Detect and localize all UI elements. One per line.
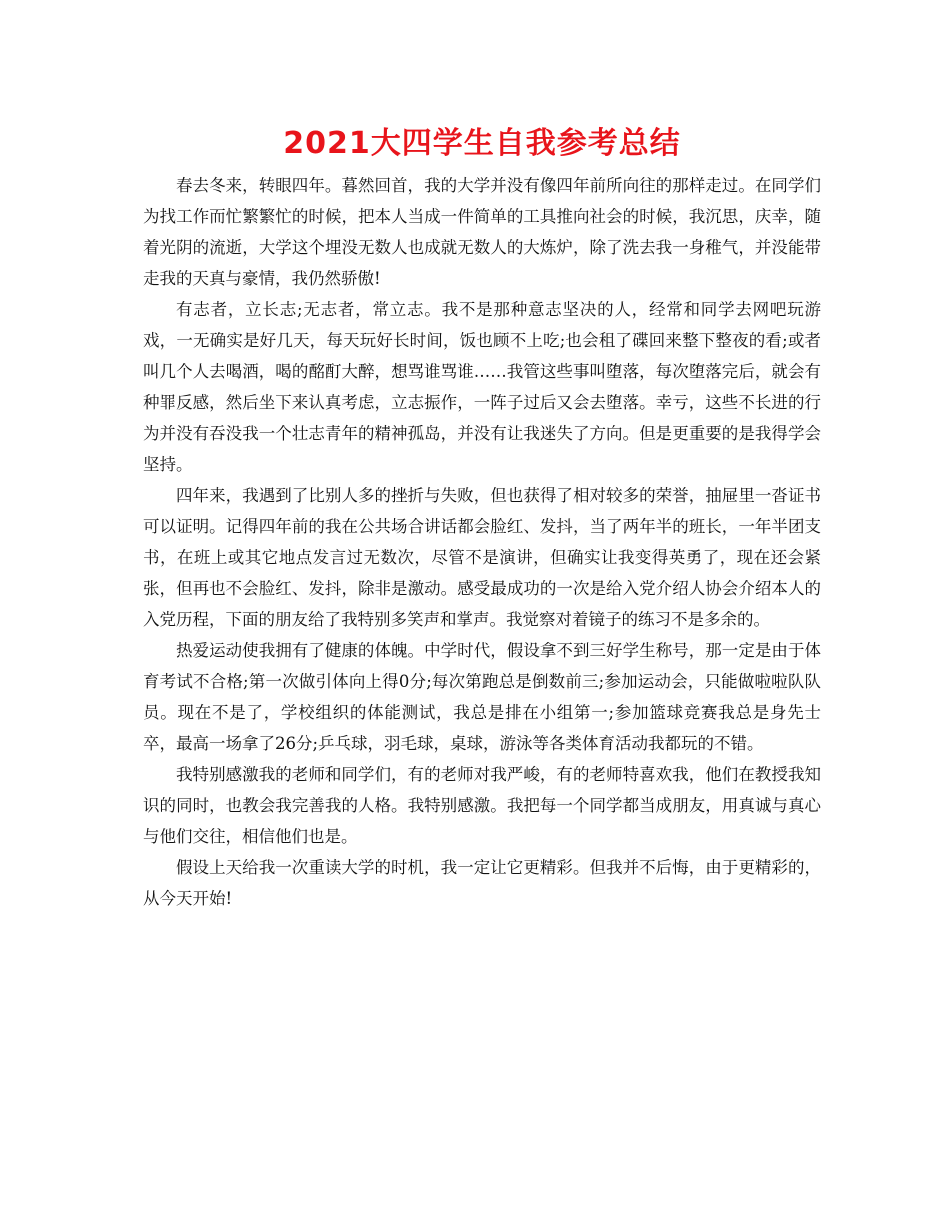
paragraph-6: 假设上天给我一次重读大学的时机，我一定让它更精彩。但我并不后悔，由于更精彩的，从今天开始! xyxy=(143,858,821,908)
paragraph-3: 四年来，我遇到了比别人多的挫折与失败，但也获得了相对较多的荣誉，抽屉里一沓证书可以证明。记得四年前的我在公共场合讲话都会脸红、发抖，当了两年半的班长，一年半团支书，在班上或其它地点发言过无数次，尽管不是演讲，但确实让我变得英勇了，现在还会紧张，但再也不会脸红、发抖，除非是激动。感受最成功的一次是给入党介绍人协会介绍本人的入党历程，下面的朋友给了我特别多笑声和掌声。我觉察对着镜子的练习不是多余的。 xyxy=(143,486,821,629)
document-title: 2021大四学生自我参考总结 xyxy=(283,126,681,161)
paragraph-4: 热爱运动使我拥有了健康的体魄。中学时代，假设拿不到三好学生称号，那一定是由于体育考试不合格;第一次做引体向上得0分;每次第跑总是倒数前三;参加运动会，只能做啦啦队队员。现在不是了，学校组织的体能测试，我总是排在小组第一;参加篮球竞赛我总是身先士卒，最高一场拿了26分;乒乓球，羽毛球，桌球，游泳等各类体育活动我都玩的不错。 xyxy=(143,641,821,753)
document-page xyxy=(143,118,821,914)
paragraph-5: 我特别感激我的老师和同学们，有的老师对我严峻，有的老师特喜欢我，他们在教授我知识的同时，也教会我完善我的人格。我特别感激。我把每一个同学都当成朋友，用真诚与真心与他们交往，相信他们也是。 xyxy=(143,765,821,846)
paragraph-1: 春去冬来，转眼四年。暮然回首，我的大学并没有像四年前所向往的那样走过。在同学们为找工作而忙繁繁忙的时候，把本人当成一件简单的工具推向社会的时候，我沉思，庆幸，随着光阴的流逝，大学这个埋没无数人也成就无数人的大炼炉，除了洗去我一身稚气，并没能带走我的天真与豪情，我仍然骄傲! xyxy=(143,176,821,288)
paragraph-2: 有志者，立长志;无志者，常立志。我不是那种意志坚决的人，经常和同学去网吧玩游戏，一无确实是好几天，每天玩好长时间，饭也顾不上吃;也会租了碟回来整下整夜的看;或者叫几个人去喝酒，喝的酩酊大醉，想骂谁骂谁……我管这些事叫堕落，每次堕落完后，就会有种罪反感，然后坐下来认真考虑，立志振作，一阵子过后又会去堕落。幸亏，这些不长进的行为并没有吞没我一个壮志青年的精神孤岛，并没有让我迷失了方向。但是更重要的是我得学会坚持。 xyxy=(143,300,821,474)
